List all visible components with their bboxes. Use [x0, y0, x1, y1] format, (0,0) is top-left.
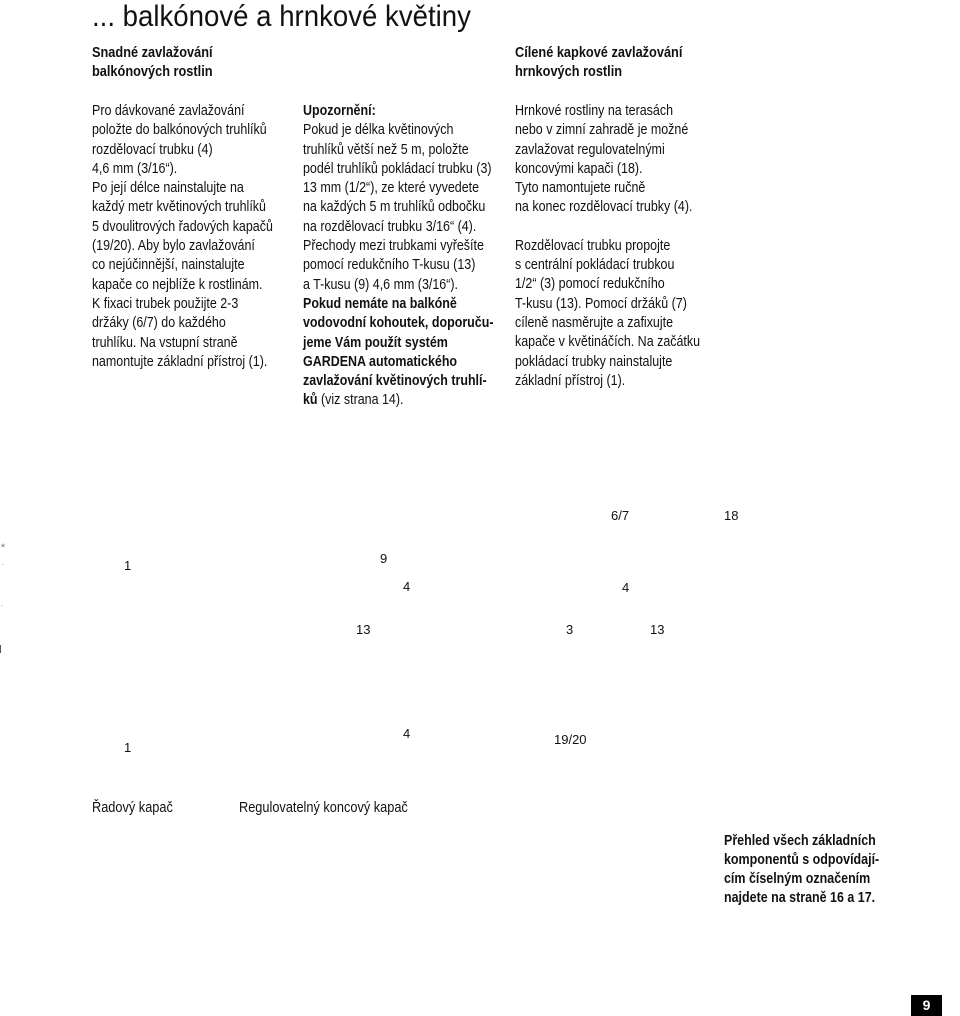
text-line: 5 dvoulitrových řadových kapačů: [92, 218, 273, 235]
text-line: Pro dávkované zavlažování: [92, 103, 245, 119]
text-line: Po její délce nainstalujte na: [92, 180, 244, 197]
text-line: pomocí redukčního T-kusu (13): [303, 257, 476, 274]
text-line: na konec rozdělovací trubky (4).: [515, 199, 693, 216]
edge-mark: ⁎: [1, 540, 5, 549]
figure-label-base-unit: 1: [124, 740, 132, 755]
text-line: 13 mm (1/2“), ze které vyvedete: [303, 180, 480, 197]
text-line: co nejúčinnější, nainstalujte: [92, 257, 245, 274]
left-section-heading: [92, 44, 213, 82]
text-line: každý metr květinových truhlíků: [92, 199, 266, 216]
text-line: koncovými kapači (18).: [515, 160, 643, 177]
text-line: T-kusu (13). Pomocí držáků (7): [515, 295, 687, 312]
right-section-heading: [515, 44, 682, 82]
text-line: kapače co nejblíže k rostlinám.: [92, 276, 263, 293]
figure-label-end-dripper: 18: [724, 508, 739, 523]
text-line: základní přístroj (1).: [515, 372, 626, 389]
text-line: (19/20). Aby bylo zavlažování: [92, 238, 255, 255]
text-line: cíleně nasměrujte a zafixujte: [515, 314, 674, 331]
bold-line: zavlažování květinových truhlí-: [303, 373, 487, 390]
text-line: K fixaci trubek použijte 2-3: [92, 295, 239, 312]
overview-line: komponentů s odpovídají-: [724, 852, 880, 868]
caption-end-dripper: Regulovatelný koncový kapač: [239, 800, 408, 816]
text-column-3: [515, 102, 700, 391]
figure-label-row-drippers: 19/20: [554, 732, 587, 747]
text-line: rozdělovací trubku (4): [92, 141, 213, 158]
text-line: držáky (6/7) do každého: [92, 315, 226, 332]
page-reference: (viz strana 14).: [317, 392, 404, 409]
bold-line: vodovodní kohoutek, doporuču-: [303, 315, 494, 332]
figure-label-distribution-pipe: 4: [622, 580, 630, 595]
text-line: na rozdělovací trubku 3/16“ (4).: [303, 218, 477, 235]
text-line: Přechody mezi trubkami vyřešíte: [303, 238, 484, 255]
bold-line: Pokud nemáte na balkóně: [303, 295, 457, 312]
text-line: podél truhlíků pokládací trubku (3): [303, 160, 492, 177]
figure-label-distribution-pipe: 4: [403, 579, 411, 594]
figure-label-t-piece: 9: [380, 551, 388, 566]
text-line-final: [303, 391, 494, 410]
text-line: pokládací trubky nainstalujte: [515, 353, 673, 370]
text-line: s centrální pokládací trubkou: [515, 257, 675, 274]
text-line: zavlažovat regulovatelnými: [515, 141, 665, 158]
edge-mark: ˙: [1, 604, 4, 613]
text-line: truhlíků větší než 5 m, položte: [303, 141, 469, 158]
text-line: na každých 5 m truhlíků odbočku: [303, 199, 486, 216]
figure-label-base-unit: 1: [124, 558, 132, 573]
text-line: namontujte základní přístroj (1).: [92, 353, 268, 370]
left-heading-line: balkónových rostlin: [92, 64, 213, 80]
text-line: položte do balkónových truhlíků: [92, 122, 267, 139]
text-column-1: [92, 102, 273, 372]
text-line: a T-kusu (9) 4,6 mm (3/16“).: [303, 276, 459, 293]
bold-line: GARDENA automatického: [303, 353, 458, 370]
text-line: nebo v zimní zahradě je možné: [515, 122, 689, 139]
bold-line: jeme Vám použít systém: [303, 334, 448, 351]
right-heading-line: Cílené kapkové zavlažování: [515, 45, 683, 61]
left-heading-line: Snadné zavlažování: [92, 45, 213, 61]
overview-line: cím číselným označením: [724, 871, 871, 887]
bold-fragment: ků: [303, 392, 318, 409]
text-line: 1/2“ (3) pomocí redukčního: [515, 276, 665, 293]
caption-row-dripper: Řadový kapač: [92, 800, 173, 816]
text-line: kapače v květináčích. Na začátku: [515, 334, 701, 351]
text-column-2: [303, 102, 494, 411]
figure-label-reducing-t: 13: [356, 622, 371, 637]
right-heading-line: hrnkových rostlin: [515, 64, 623, 80]
text-line: Hrnkové rostliny na terasách: [515, 103, 674, 119]
text-line: Rozdělovací trubku propojte: [515, 237, 671, 254]
overview-note: [724, 832, 879, 908]
figure-label-supply-pipe: 3: [566, 622, 574, 637]
text-line: 4,6 mm (3/16“).: [92, 160, 178, 177]
text-line: truhlíku. Na vstupní straně: [92, 334, 238, 351]
text-line: Pokud je délka květinových: [303, 122, 454, 139]
figure-label-reducing-t: 13: [650, 622, 665, 637]
edge-mark: ˙: [2, 563, 5, 572]
text-line: Tyto namontujete ručně: [515, 180, 646, 197]
figure-label-holders: 6/7: [611, 508, 630, 523]
overview-line: najdete na straně 16 a 17.: [724, 890, 876, 906]
note-label: Upozornění:: [303, 103, 376, 119]
page-number: 9: [911, 995, 942, 1016]
page-title: ... balkónové a hrnkové květiny: [92, 0, 471, 33]
edge-line: [0, 645, 1, 653]
figure-label-distribution-pipe: 4: [403, 726, 411, 741]
overview-line: Přehled všech základních: [724, 833, 876, 849]
